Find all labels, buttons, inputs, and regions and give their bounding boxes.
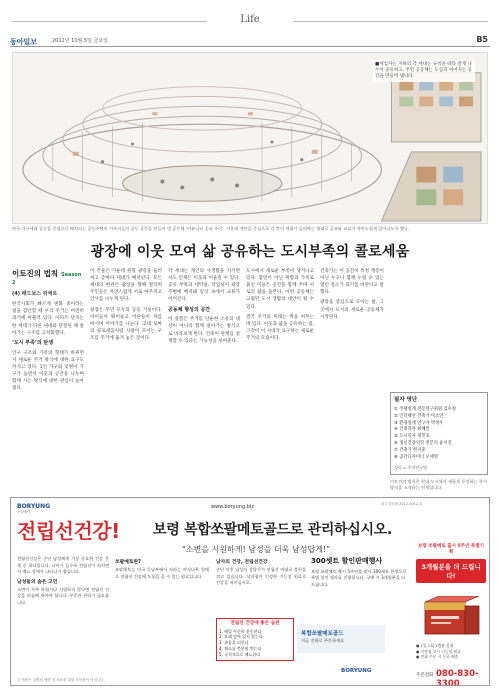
product-box-image — [421, 596, 483, 638]
product-package-icon — [421, 596, 483, 638]
paragraph: 각 세대는 개인의 사생활을 지키면서도 언제든 이웃과 어울릴 수 있다. 공유 부엌과 세탁실, 작업실이 광장 주변에 배치돼 일상 속에서 교류가 이어진다. — [168, 269, 240, 303]
tips-item: 3. 과음을 피한다 — [219, 640, 249, 646]
paragraph: 인구 구조와 가족의 형태가 바뀌면서 새로운 주거 방식에 대한 요구도 커지고 있다. 1인 가구와 맞벌이 가구가 늘면서 이웃과 공간을 나누며 함께 사는 방식에 대한 관심이 높아졌다. — [12, 350, 84, 392]
paragraph: 광장은 주민 모두의 공동 거실이다. 아이들이 뛰어놀고 어른들이 차를 마시며 이야기를 나눈다. 고대 로마의 콜로세움처럼 사람이 모이는 구조를 주거에 옮겨 놓은 것이다. — [90, 307, 162, 341]
ad-subheading: 남자의 건강, 전립선건강 — [216, 560, 268, 565]
article-column-3 — [168, 268, 240, 348]
ad-headline-red: 전립선건강! — [17, 519, 120, 543]
ad-text-column-1 — [17, 556, 109, 608]
event-text: 보령 쏘팔메토 출시 5주년을 맞아 300세트 한정으로 특별 할인 행사를 진행합니다. 구매 시 3개월분을 더 드립니다. — [311, 568, 407, 587]
dateline: 2012년 10월 5일 금요일 — [52, 38, 109, 44]
contributor-item: ① 주택설계 전문연구위원 김수정 — [394, 406, 456, 412]
cta-product-name: 복합쏘팔메토골드 — [301, 631, 344, 637]
ad-paragraph: 전립선건강은 중년 남성에게 가장 중요한 건강 문제 중 하나입니다. 나이가 들수록 전립선이 커지면서 배뇨 장애가 나타나기 쉽습니다. — [17, 556, 109, 574]
tips-box-title: 전립선 건강에 좋은 습관 — [230, 621, 280, 626]
series-note: 이토진의 법칙은 현대 도시에서 새롭게 등장하는 주거 방식을 소개하는 연재입니다. — [390, 479, 487, 490]
promo-badge-text: 보령 쏘팔메토 출시 5주년 특별기획 — [418, 544, 484, 555]
masthead: 동아일보 — [10, 38, 38, 46]
cta-subtext: 지금 전화로 주문하세요 — [301, 638, 345, 643]
ad-notes — [416, 643, 488, 660]
contributors-box — [390, 392, 488, 475]
tips-item: 4. 채소를 충분히 먹는다 — [219, 646, 262, 652]
divider — [293, 21, 488, 22]
paragraph: 이 건물은 가운데 원형 광장을 둘러싸고 층마다 세대가 배치된다. 모든 세대의 현관은 광장을 향해 열리며 주민들은 자연스럽게 서로 마주치고 인사를 나누게 된다. — [90, 269, 162, 303]
contributor-item: ② 인터랙션 건축가 이소연 — [394, 413, 444, 419]
article-column-4 — [246, 268, 314, 345]
series-header — [12, 268, 84, 288]
ad-paragraph: 쏘팔메토는 미국 동남부에서 자라는 야자나무 열매로 전립선 건강에 도움을 줄 수 있는 원료입니다. — [115, 567, 209, 579]
ad-note-item: ● 전화 주문 시 무료 배송 — [416, 654, 459, 659]
page-number: B5 — [476, 35, 488, 44]
ad-event-column — [311, 556, 407, 588]
paragraph: 도시에서 새로운 부족이 생겨나고 있다. 혈연이 아닌 취향과 가치로 묶인 이들은 공간을 함께 쓰며 서로의 삶을 돌본다. 이런 공동체는 고립된 도시 생활의 대안이 될 수 있다. — [246, 269, 314, 310]
ad-brand-logo: BORYUNG — [17, 503, 51, 510]
illustration-note: ■세입자는 지하의 각 세대는 규칙을 따라 잘게 나누어 공유하고, 주민 공동체는 도심과 이어지는 공간을 만들어 냅니다. — [373, 60, 475, 82]
subheading: ‘도시 부족’의 탄생 — [12, 339, 54, 346]
contributor-item: ⑥ 정신건강의학 전문의 윤서진 — [394, 441, 452, 447]
ad-note-item: ● 식약청 고시 기능성 원료 — [416, 648, 461, 654]
contributors-title: 필자 명단 — [394, 397, 418, 403]
ad-disclaimer: 본 제품은 질병의 예방 및 치료를 위한 의약품이 아닙니다. — [17, 678, 105, 682]
promo-badge-box: 3개월분을 더 드립니다! — [416, 559, 486, 583]
paragraph: 이 실험은 주거를 단순한 소유의 대상이 아니라 함께 살아가는 방식으로 바라보게 한다. 건축이 관계를 설계할 수 있다는 가능성을 보여준다. — [168, 317, 240, 344]
tips-item: 1. 매일 꾸준히 운동한다 — [219, 628, 262, 634]
ad-tips-box — [216, 618, 294, 661]
ad-subheading: 쏘팔메토란? — [115, 560, 141, 565]
paragraph: 건축가는 이 공간이 특정 계층이 아닌 누구나 함께 누릴 수 있는 열린 장소가 되기를 바란다고 말했다. — [320, 269, 384, 296]
paragraph: 결국 주거의 미래는 벽을 허무는 데 있다. 이웃과 삶을 공유하는 집, 그것이 이 시대가 요구하는 새로운 주거의 모습이다. — [246, 314, 314, 341]
order-phone-number[interactable]: 080-830-3300 — [436, 669, 479, 686]
ad-brand-sub: 보령제약 — [17, 510, 31, 514]
divider — [10, 46, 490, 47]
series-season: Season 2 — [12, 272, 82, 286]
article-author: (4) 배드보스 뒤에트 — [12, 290, 58, 297]
order-phone-label: 주문전화 — [416, 673, 434, 678]
ad-paragraph: 소변이 자주 마렵거나 시원하지 않다면 전립선 건강을 의심해 보아야 합니다. 꾸준한 관리가 필요합니다. — [17, 586, 109, 605]
article-headline: 광장에 이웃 모여 삶 공유하는 도시부족의 콜로세움 — [90, 244, 410, 260]
paragraph: 광장을 중심으로 모이는 삶, 그곳에서 도시의 새로운 공동체가 시작된다. — [320, 300, 384, 320]
divider — [12, 21, 207, 22]
ad-note-item: ● 1일 1회 1캡슐 섭취 — [416, 643, 454, 648]
ad-cta-panel[interactable] — [297, 625, 385, 653]
ad-registration: 광고심의필 2012-0012-호 — [381, 502, 423, 506]
event-title: 300셋트 할인판매행사 — [311, 557, 383, 565]
contributors-footer: 정리 = 주거연구팀 — [394, 464, 427, 470]
series-title: 이토진의 법칙 — [12, 269, 59, 278]
article-column-5 — [320, 268, 384, 324]
contributor-item: ⑤ 도시학자 정민호 — [394, 434, 430, 440]
tips-item: 5. 규칙적으로 배뇨한다 — [219, 651, 261, 657]
ad-quote: “소변을 시원하게! 남성을 더욱 남성답게!” — [181, 545, 331, 554]
tips-item: 2. 오래 앉아 있지 않는다 — [219, 634, 263, 640]
article-column-1 — [12, 268, 84, 395]
ad-headline: 보령 복합쏘팔메토골드로 관리하십시오. — [153, 522, 392, 538]
contributor-item: ④ 건축학자 최혜린 — [394, 427, 430, 433]
ad-url-link[interactable]: www.boryung.biz — [211, 504, 254, 510]
advertisement[interactable] — [10, 497, 490, 686]
ad-text-column-3 — [216, 556, 306, 589]
ad-promo-badge — [416, 544, 486, 583]
section-label: Life — [240, 14, 260, 25]
contributor-item: ③ 환경설계 연구자 박정우 — [394, 420, 444, 426]
photo-caption: 단국 가구세대 공동을 중심으로 배치되는 공동주택의 거주자들의 공동 공간을 만들어 낸 공동체 ‘커뮤니티 공유 주거’. 가운데 계단을 중심으로 각 층의 세대가 둘러싸는 형태로 공유와 교류가 자연스럽게 일어나도록 했다. — [12, 226, 410, 231]
paragraph: 한국사회가 빠르게 변화 중이라는 점을 감안할 때 우리 주거는 여전히 과거에 머물러 있다. 아파트 단지는 한 세대가 다른 세대와 단절된 채 살아가는 구조를 고착화했다. — [12, 302, 84, 336]
ad-subheading: 남성들의 숨은 고민 — [17, 579, 58, 585]
article-column-2 — [90, 268, 162, 345]
contributor-item: ⑧ 공간디자이너 오세영 — [394, 454, 438, 460]
contributor-item: ⑦ 건축가 한지훈 — [394, 448, 426, 454]
ad-paragraph: 중년 이후 남성의 상당수가 전립선 비대로 불편을 겪고 있습니다. 식약청이 인정한 기능성 원료로 건강을 지키십시오. — [216, 567, 306, 586]
ad-text-column-2 — [115, 556, 209, 582]
ad-bottom-brand: BORYUNG — [341, 668, 372, 674]
subheading: 공동체 형성의 공간 — [168, 306, 211, 313]
